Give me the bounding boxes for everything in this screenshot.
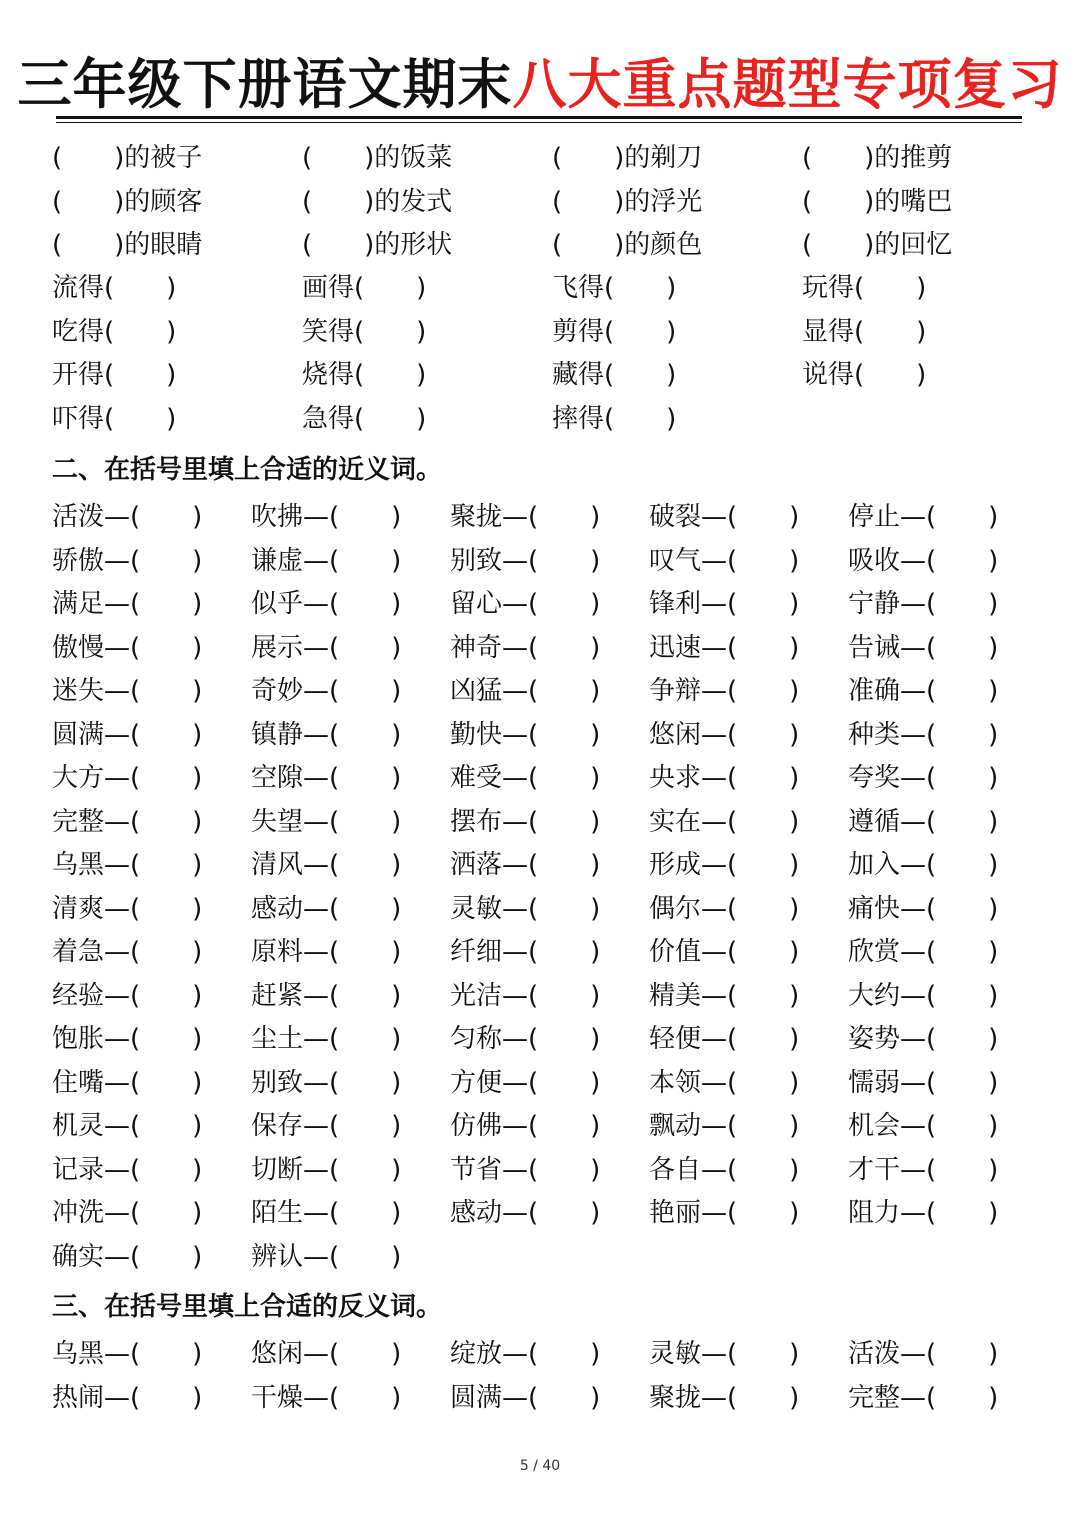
de-phrase-item: ( )的颜色	[552, 230, 703, 260]
synonym-item: 赶紧—( )	[251, 980, 402, 1011]
synonym-item: 经验—( )	[52, 980, 203, 1011]
dei-phrase-item: 流得( )	[52, 273, 177, 303]
synonym-item: 尘土—( )	[251, 1024, 402, 1054]
title-black: 三年级下册语文期末	[17, 53, 513, 116]
synonym-item: 确实—( )	[52, 1241, 203, 1272]
de-phrase-item: ( )的顾客	[52, 186, 203, 217]
dei-phrase-item: 玩得( )	[802, 273, 927, 303]
synonym-item: 偶尔—( )	[649, 893, 800, 924]
synonym-item: 迷失—( )	[52, 676, 203, 706]
synonym-item: 灵敏—( )	[450, 893, 601, 924]
dei-phrase-item: 吓得( )	[52, 403, 177, 434]
dei-phrase-item: 开得( )	[52, 360, 177, 390]
dei-phrase-item: 画得( )	[302, 273, 427, 303]
synonym-item: 凶猛—( )	[450, 676, 601, 706]
synonym-item: 迅速—( )	[649, 632, 800, 663]
synonym-item: 感动—( )	[251, 893, 402, 924]
synonym-item: 记录—( )	[52, 1154, 203, 1185]
synonym-item: 似乎—( )	[251, 589, 402, 619]
de-phrase-item: ( )的饭菜	[302, 143, 453, 173]
synonym-item: 着急—( )	[52, 937, 203, 967]
synonym-item: 活泼—( )	[52, 502, 203, 532]
de-phrase-item: ( )的浮光	[552, 186, 703, 217]
synonym-item: 失望—( )	[251, 806, 402, 837]
synonym-item: 神奇—( )	[450, 632, 601, 663]
antonym-item: 圆满—( )	[450, 1382, 601, 1413]
synonym-item: 完整—( )	[52, 806, 203, 837]
synonym-item: 懦弱—( )	[848, 1067, 999, 1098]
title-rule-thin	[56, 122, 1022, 123]
synonym-item: 留心—( )	[450, 589, 601, 619]
synonym-item: 陌生—( )	[251, 1198, 402, 1228]
synonym-item: 种类—( )	[848, 719, 999, 750]
synonym-item: 摆布—( )	[450, 806, 601, 837]
synonym-item: 阻力—( )	[848, 1198, 999, 1228]
dei-phrase-item: 烧得( )	[302, 360, 427, 390]
synonym-item: 吸收—( )	[848, 545, 999, 576]
synonym-item: 仿佛—( )	[450, 1111, 601, 1141]
synonym-item: 难受—( )	[450, 763, 601, 793]
synonym-item: 大约—( )	[848, 980, 999, 1011]
synonym-item: 乌黑—( )	[52, 850, 203, 880]
de-phrase-item: ( )的嘴巴	[802, 186, 953, 217]
antonym-item: 聚拢—( )	[649, 1382, 800, 1413]
synonym-item: 吹拂—( )	[251, 502, 402, 532]
synonym-item: 形成—( )	[649, 850, 800, 880]
title-rule-thick	[56, 116, 1022, 119]
synonym-item: 实在—( )	[649, 806, 800, 837]
synonym-item: 夸奖—( )	[848, 763, 999, 793]
antonym-item: 灵敏—( )	[649, 1339, 800, 1369]
synonym-item: 加入—( )	[848, 850, 999, 880]
synonym-item: 告诫—( )	[848, 632, 999, 663]
synonym-item: 辨认—( )	[251, 1241, 402, 1272]
synonym-item: 准确—( )	[848, 676, 999, 706]
synonym-item: 满足—( )	[52, 589, 203, 619]
synonym-item: 遵循—( )	[848, 806, 999, 837]
dei-phrase-item: 说得( )	[802, 360, 927, 390]
synonym-item: 机会—( )	[848, 1111, 999, 1141]
synonym-item: 清爽—( )	[52, 893, 203, 924]
dei-phrase-item: 剪得( )	[552, 316, 677, 347]
synonym-item: 傲慢—( )	[52, 632, 203, 663]
synonym-item: 大方—( )	[52, 763, 203, 793]
synonym-item: 感动—( )	[450, 1198, 601, 1228]
synonym-item: 别致—( )	[251, 1067, 402, 1098]
synonym-item: 方便—( )	[450, 1067, 601, 1098]
synonym-item: 保存—( )	[251, 1111, 402, 1141]
title-red: 八大重点题型专项复习	[512, 53, 1063, 116]
antonym-item: 热闹—( )	[52, 1382, 203, 1413]
synonym-item: 节省—( )	[450, 1154, 601, 1185]
synonym-item: 勤快—( )	[450, 719, 601, 750]
synonym-item: 机灵—( )	[52, 1111, 203, 1141]
de-phrase-item: ( )的发式	[302, 186, 453, 217]
de-phrase-item: ( )的剃刀	[552, 143, 703, 173]
synonym-item: 价值—( )	[649, 937, 800, 967]
dei-phrase-item: 笑得( )	[302, 316, 427, 347]
synonym-item: 飘动—( )	[649, 1111, 800, 1141]
synonym-item: 骄傲—( )	[52, 545, 203, 576]
synonym-item: 聚拢—( )	[450, 502, 601, 532]
synonym-item: 停止—( )	[848, 502, 999, 532]
synonym-item: 清风—( )	[251, 850, 402, 880]
de-phrase-item: ( )的被子	[52, 143, 203, 173]
dei-phrase-item: 摔得( )	[552, 403, 677, 434]
synonym-item: 住嘴—( )	[52, 1067, 203, 1098]
synonym-item: 艳丽—( )	[649, 1198, 800, 1228]
synonym-item: 冲洗—( )	[52, 1198, 203, 1228]
synonym-item: 镇静—( )	[251, 719, 402, 750]
synonym-item: 匀称—( )	[450, 1024, 601, 1054]
synonym-item: 争辩—( )	[649, 676, 800, 706]
synonym-item: 各自—( )	[649, 1154, 800, 1185]
synonym-item: 央求—( )	[649, 763, 800, 793]
synonym-item: 锋利—( )	[649, 589, 800, 619]
synonym-item: 饱胀—( )	[52, 1024, 203, 1054]
synonym-item: 痛快—( )	[848, 893, 999, 924]
antonym-item: 干燥—( )	[251, 1382, 402, 1413]
synonym-item: 原料—( )	[251, 937, 402, 967]
antonym-item: 绽放—( )	[450, 1339, 601, 1369]
section-2-heading: 二、在括号里填上合适的近义词。	[52, 455, 443, 485]
de-phrase-item: ( )的眼睛	[52, 230, 203, 260]
synonym-item: 圆满—( )	[52, 719, 203, 750]
dei-phrase-item: 藏得( )	[552, 360, 677, 390]
antonym-item: 悠闲—( )	[251, 1339, 402, 1369]
synonym-item: 别致—( )	[450, 545, 601, 576]
synonym-item: 谦虚—( )	[251, 545, 402, 576]
synonym-item: 切断—( )	[251, 1154, 402, 1185]
synonym-item: 纤细—( )	[450, 937, 601, 967]
synonym-item: 轻便—( )	[649, 1024, 800, 1054]
antonym-item: 活泼—( )	[848, 1339, 999, 1369]
synonym-item: 悠闲—( )	[649, 719, 800, 750]
synonym-item: 空隙—( )	[251, 763, 402, 793]
section-3-heading: 三、在括号里填上合适的反义词。	[52, 1292, 443, 1322]
antonym-item: 乌黑—( )	[52, 1339, 203, 1369]
synonym-item: 欣赏—( )	[848, 937, 999, 967]
synonym-item: 展示—( )	[251, 632, 402, 663]
dei-phrase-item: 急得( )	[302, 403, 427, 434]
synonym-item: 光洁—( )	[450, 980, 601, 1011]
synonym-item: 破裂—( )	[649, 502, 800, 532]
de-phrase-item: ( )的回忆	[802, 230, 953, 260]
dei-phrase-item: 显得( )	[802, 316, 927, 347]
dei-phrase-item: 吃得( )	[52, 316, 177, 347]
page-number: 5 / 40	[519, 1458, 561, 1474]
dei-phrase-item: 飞得( )	[552, 273, 677, 303]
synonym-item: 精美—( )	[649, 980, 800, 1011]
synonym-item: 才干—( )	[848, 1154, 999, 1185]
synonym-item: 姿势—( )	[848, 1024, 999, 1054]
synonym-item: 本领—( )	[649, 1067, 800, 1098]
synonym-item: 宁静—( )	[848, 589, 999, 619]
de-phrase-item: ( )的推剪	[802, 143, 953, 173]
page-title	[0, 52, 1080, 118]
de-phrase-item: ( )的形状	[302, 230, 453, 260]
synonym-item: 奇妙—( )	[251, 676, 402, 706]
antonym-item: 完整—( )	[848, 1382, 999, 1413]
synonym-item: 洒落—( )	[450, 850, 601, 880]
synonym-item: 叹气—( )	[649, 545, 800, 576]
